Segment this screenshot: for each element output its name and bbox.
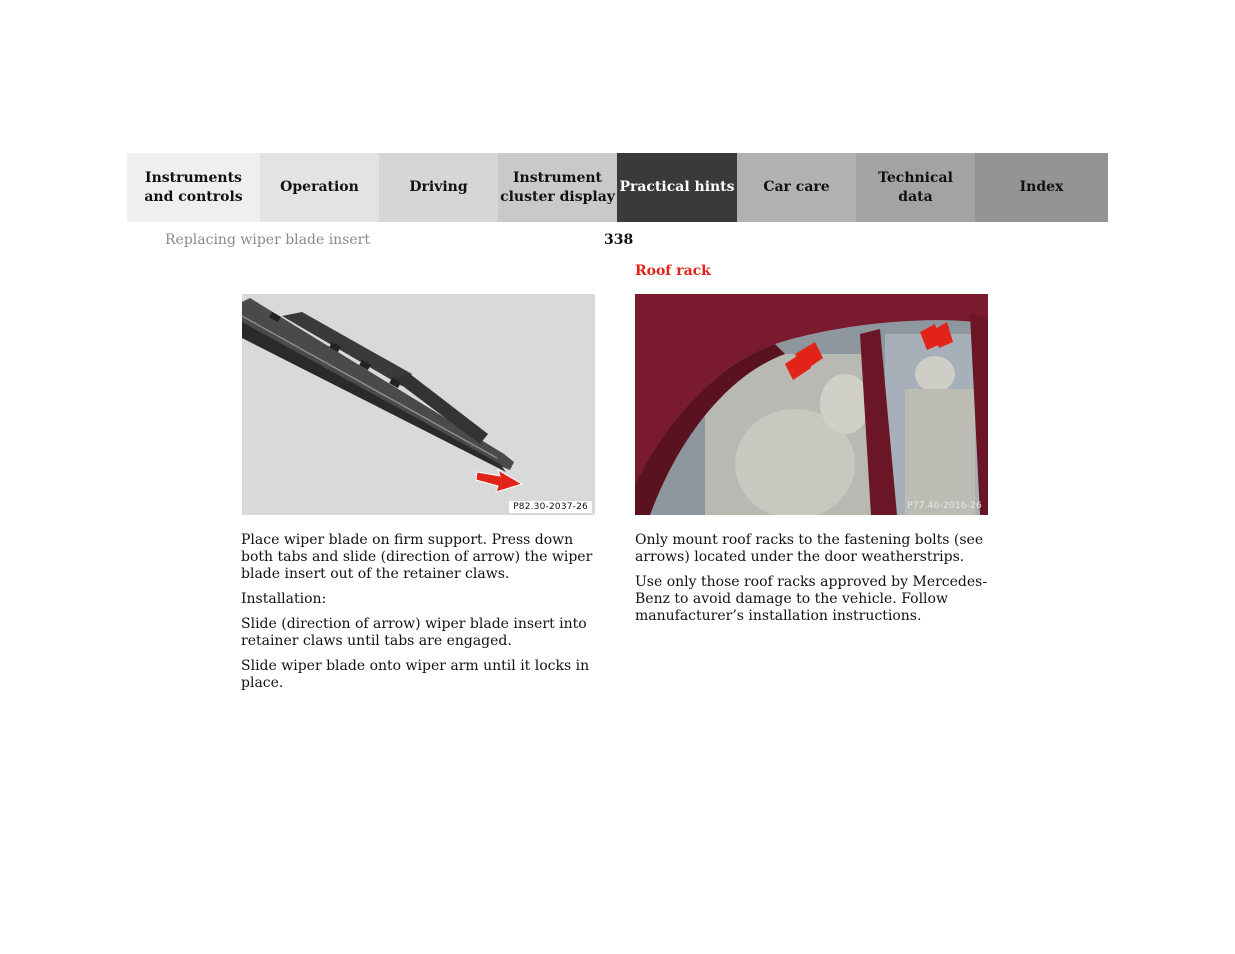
wiper-instructions (241, 532, 601, 700)
paragraph: Use only those roof racks approved by Mercedes-Benz to avoid damage to the vehicle. Follow manufacturer’s installation instructions. (635, 574, 988, 624)
paragraph: Installation: (241, 591, 327, 607)
tab-technical-data[interactable]: Technical data (856, 153, 975, 222)
roof-rack-instructions (635, 532, 995, 633)
figure-code-left: P82.30-2037-26 (509, 501, 592, 513)
roof-rack-heading: Roof rack (635, 263, 711, 279)
paragraph: Place wiper blade on firm support. Press down both tabs and slide (direction of arrow) the wiper blade insert out of the retainer claws. (241, 532, 593, 582)
paragraph: Slide (direction of arrow) wiper blade insert into retainer claws until tabs are engaged. (241, 616, 587, 649)
page-number: 338 (604, 232, 634, 248)
wiper-blade-illustration (242, 294, 595, 515)
paragraph: Slide wiper blade onto wiper arm until it locks in place. (241, 658, 590, 691)
tab-driving[interactable]: Driving (379, 153, 498, 222)
tab-instrument-cluster-display[interactable]: Instrument cluster display (498, 153, 617, 222)
tab-car-care[interactable]: Car care (737, 153, 856, 222)
chapter-nav (127, 153, 1108, 222)
tab-instruments-and-controls[interactable]: Instruments and controls (127, 153, 260, 222)
figure-code-right: P77.40-2016-26 (907, 501, 982, 511)
roof-rack-figure (635, 294, 988, 515)
tab-operation[interactable]: Operation (260, 153, 379, 222)
paragraph: Only mount roof racks to the fastening bolts (see arrows) located under the door weatherstrips. (635, 532, 984, 565)
wiper-blade-figure (242, 294, 595, 515)
tab-index[interactable]: Index (975, 153, 1108, 222)
tab-practical-hints[interactable]: Practical hints (617, 153, 737, 222)
car-interior-illustration (635, 294, 988, 515)
section-title: Replacing wiper blade insert (165, 232, 370, 248)
